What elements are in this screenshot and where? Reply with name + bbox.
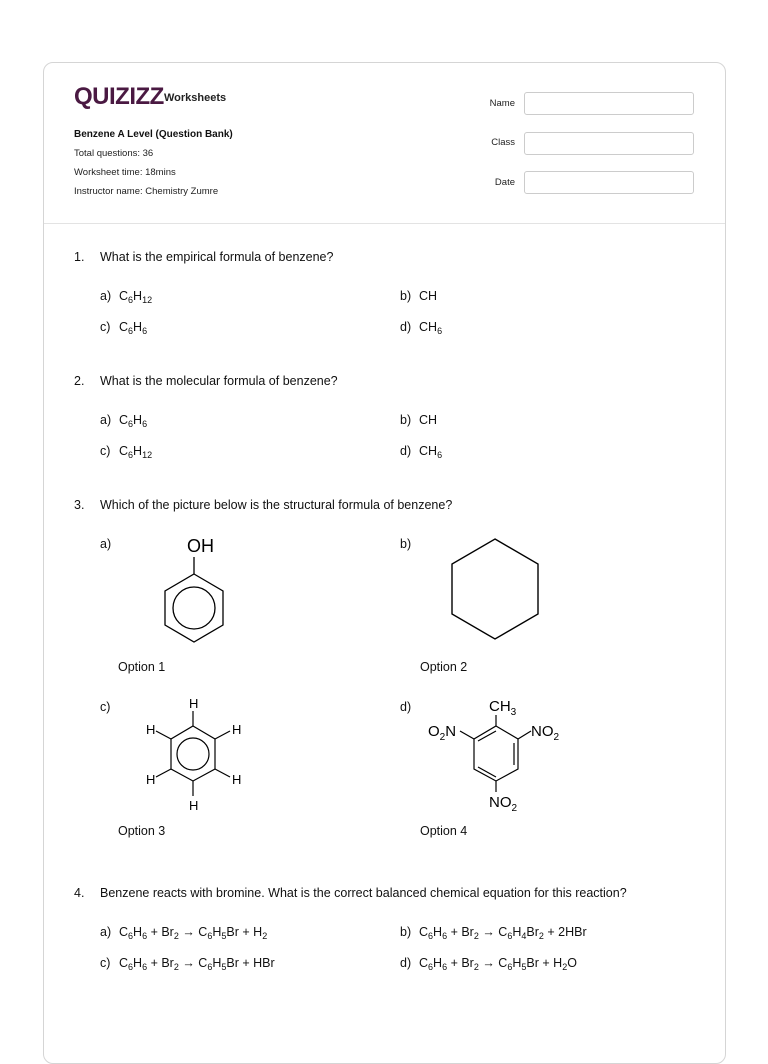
question-text: Benzene reacts with bromine. What is the correct balanced chemical equation for this reaction? bbox=[100, 886, 627, 900]
question-text: Which of the picture below is the structural formula of benzene? bbox=[100, 498, 453, 512]
question-number: 2. bbox=[74, 374, 85, 388]
formula: $C_6H_6$ bbox=[119, 320, 148, 336]
ring bbox=[474, 726, 518, 781]
h-label: H bbox=[232, 722, 242, 737]
h-label: H bbox=[189, 696, 199, 711]
worksheet-title: Benzene A Level (Question Bank) bbox=[74, 129, 233, 140]
option-c[interactable]: c) $C_6H_{12}$ bbox=[100, 444, 153, 460]
formula: $C_6H_{12}$ bbox=[119, 289, 153, 305]
question-number: 1. bbox=[74, 250, 85, 264]
ring bbox=[165, 574, 223, 642]
option-d[interactable]: d) $CH_6$ bbox=[400, 444, 443, 460]
question-number: 3. bbox=[74, 498, 85, 512]
bond bbox=[518, 731, 531, 739]
bond bbox=[156, 731, 171, 739]
option-4-caption: Option 4 bbox=[420, 824, 468, 838]
formula: CH bbox=[419, 413, 438, 427]
question-text: What is the molecular formula of benzene? bbox=[100, 374, 338, 388]
class-label: Class bbox=[491, 137, 515, 148]
h-label: H bbox=[146, 772, 156, 787]
o2n-label: $O_2N$ bbox=[428, 723, 457, 743]
cyclohexane-structure[interactable] bbox=[445, 535, 545, 647]
option-c-letter[interactable]: c) bbox=[100, 700, 111, 714]
no2-bottom-label: $NO_2$ bbox=[489, 794, 518, 814]
question-text: What is the empirical formula of benzene? bbox=[100, 250, 334, 264]
equation: $C_6H_6 + Br_2 \to C_6H_5Br + H_2$ bbox=[119, 925, 268, 941]
aromatic-circle bbox=[177, 738, 209, 770]
h-label: H bbox=[146, 722, 156, 737]
option-c[interactable]: c) $C_6H_6$ bbox=[100, 320, 148, 336]
option-c[interactable]: c) $C_6H_6 + Br_2 \to C_6H_5Br$ + HBr bbox=[100, 956, 275, 972]
tnt-structure[interactable] bbox=[425, 693, 575, 815]
option-a[interactable]: a) $C_6H_6 + Br_2 \to C_6H_5Br + H_2$ bbox=[100, 925, 268, 941]
oh-label: OH bbox=[187, 536, 214, 556]
option-b-letter[interactable]: b) bbox=[400, 537, 412, 551]
option-b[interactable]: b) $C_6H_6 + Br_2 \to C_6H_4Br_2 + 2HBr$ bbox=[400, 925, 587, 941]
formula: CH bbox=[419, 289, 438, 303]
h-label: H bbox=[189, 798, 199, 813]
double-bond bbox=[478, 731, 496, 741]
option-d[interactable]: d) $C_6H_6 + Br_2 \to C_6H_5Br + H_2O$ bbox=[400, 956, 577, 972]
quizizz-logo: QUIZIZZ bbox=[74, 83, 164, 110]
formula: $CH_6$ bbox=[419, 444, 443, 460]
h-label: H bbox=[232, 772, 242, 787]
date-field[interactable] bbox=[524, 171, 694, 194]
option-b[interactable]: b) CH bbox=[400, 289, 438, 303]
name-label: Name bbox=[489, 98, 515, 109]
option-d[interactable]: d) $CH_6$ bbox=[400, 320, 443, 336]
option-a-letter[interactable]: a) bbox=[100, 537, 112, 551]
worksheet-card bbox=[43, 62, 726, 1064]
bond bbox=[460, 731, 474, 739]
bond bbox=[215, 731, 230, 739]
benzene-h-structure[interactable] bbox=[140, 693, 250, 815]
option-a[interactable]: a) $C_6H_6$ bbox=[100, 413, 148, 429]
aromatic-circle bbox=[173, 587, 215, 629]
worksheet-time: Worksheet time: 18mins bbox=[74, 167, 176, 178]
no2-right-label: $NO_2$ bbox=[531, 723, 560, 743]
option-d-letter[interactable]: d) bbox=[400, 700, 412, 714]
phenol-structure[interactable] bbox=[150, 530, 250, 650]
logo-subtitle: Worksheets bbox=[164, 92, 227, 104]
formula: $CH_6$ bbox=[419, 320, 443, 336]
instructor-name: Instructor name: Chemistry Zumre bbox=[74, 186, 219, 197]
option-a[interactable]: a) $C_6H_{12}$ bbox=[100, 289, 153, 305]
equation: $C_6H_6 + Br_2 \to C_6H_5Br + H_2O$ bbox=[419, 956, 577, 972]
option-2-caption: Option 2 bbox=[420, 660, 468, 674]
question-number: 4. bbox=[74, 886, 85, 900]
bond bbox=[156, 769, 171, 777]
total-questions: Total questions: 36 bbox=[74, 148, 154, 159]
worksheet-header bbox=[44, 63, 725, 224]
formula: $C_6H_6$ bbox=[119, 413, 148, 429]
ring bbox=[452, 539, 538, 639]
bond bbox=[215, 769, 230, 777]
name-field[interactable] bbox=[524, 92, 694, 115]
date-label: Date bbox=[494, 177, 515, 188]
formula: $C_6H_{12}$ bbox=[119, 444, 153, 460]
class-field[interactable] bbox=[524, 132, 694, 155]
ch3-label: $CH_3$ bbox=[489, 698, 517, 718]
option-1-caption: Option 1 bbox=[118, 660, 166, 674]
equation: $C_6H_6 + Br_2 \to C_6H_4Br_2 + 2HBr$ bbox=[419, 925, 587, 941]
option-b[interactable]: b) CH bbox=[400, 413, 438, 427]
equation: $C_6H_6 + Br_2 \to C_6H_5Br$ + HBr bbox=[119, 956, 275, 972]
option-3-caption: Option 3 bbox=[118, 824, 166, 838]
